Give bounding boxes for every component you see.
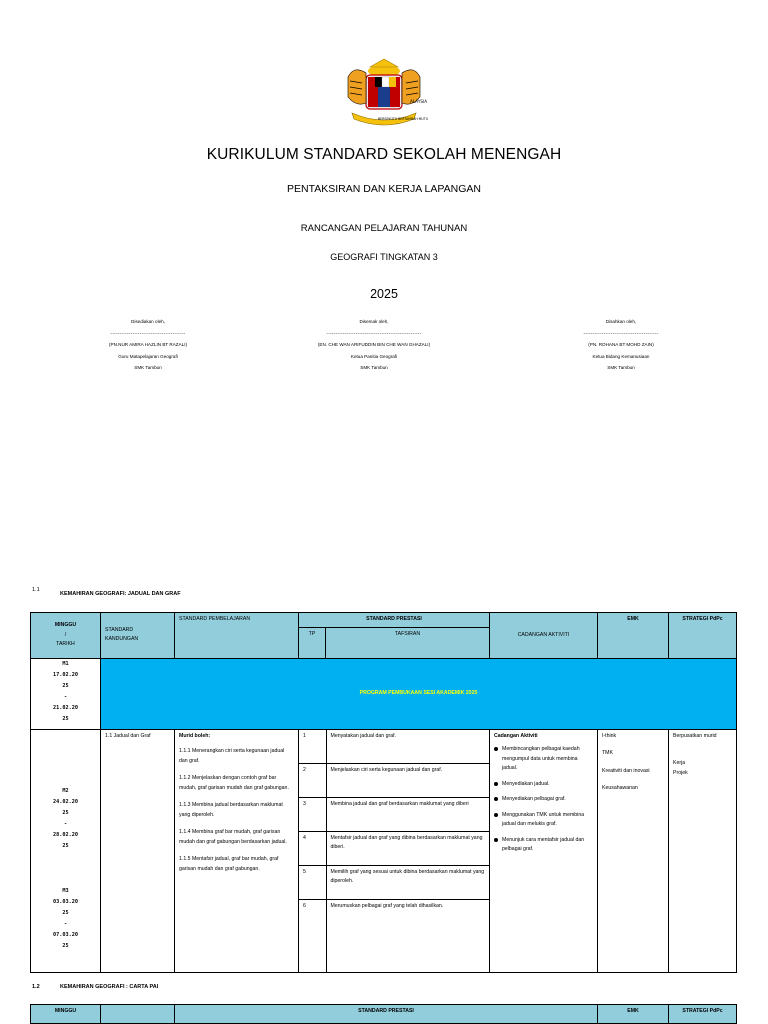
week-date: 07.03.20 [53, 931, 78, 938]
signature-block-prepared [48, 316, 248, 374]
header-text: KANDUNGAN [105, 636, 139, 643]
header-emk [598, 1005, 669, 1024]
week-date: 17.02.20 [53, 671, 78, 678]
aktiviti-item [494, 780, 593, 790]
header-text: MINGGU [54, 622, 77, 628]
header-cell [101, 1005, 175, 1024]
header-text: TP [308, 630, 316, 637]
tp-row [299, 899, 489, 972]
crest-icon [326, 57, 442, 129]
signature-block-approved [521, 316, 721, 374]
aktiviti-text: Menggunakan TMK untuk membina jadual dan melukis graf. [502, 811, 585, 827]
signature-position: Guru Matapelajaran Geografi [118, 353, 178, 359]
rpt-table-section-1 [30, 612, 737, 973]
aktiviti-item [494, 811, 593, 830]
signature-line: ---------------------------------------------------- [326, 330, 422, 336]
program-banner [101, 658, 737, 729]
header-text: STANDARD [105, 626, 134, 633]
week-date: 25 [62, 942, 69, 949]
week-date: 21.02.20 [53, 704, 78, 711]
emk-item: Keusahawanan [602, 785, 638, 791]
section-title: KEMAHIRAN GEOGRAFI : CARTA PAI [60, 984, 159, 990]
week-cell-m2-m3 [31, 729, 101, 972]
bullet-icon [494, 797, 498, 801]
year-title: 2025 [370, 287, 398, 301]
sp-item: 1.1.1 Menerangkan ciri serta kegunaan jadual dan graf. [179, 748, 285, 764]
header-text: / [64, 631, 67, 638]
signature-position: Ketua Bidang Kemanusiaan [592, 353, 650, 359]
signature-block-checked [274, 316, 474, 374]
header-text: TAFSIRAN [394, 630, 421, 637]
header-strategi [669, 1005, 737, 1024]
emk-cell [598, 729, 669, 972]
signature-position: Ketua Panitia Geografi [350, 353, 398, 359]
header-text: TARIKH [56, 641, 75, 647]
bullet-icon [494, 813, 498, 817]
week-cell-m1 [31, 658, 101, 729]
program-text: PROGRAM PEMBUKAAN SESI AKADEMIK 2025 [359, 689, 478, 696]
aktiviti-text: Membincangkan pelbagai kaedah mengumpul data untuk membina jadual. [502, 746, 580, 771]
crest-caption: ALAYSIA [410, 99, 428, 104]
strategi-cell [669, 729, 737, 972]
standard-prestasi-cell [299, 729, 490, 972]
signature-name: (PN. ROHANA BT MOHD ZAIN) [588, 342, 654, 347]
emk-item: Kreativiti dan inovasi [602, 767, 650, 774]
standard-pembelajaran-cell [175, 729, 299, 972]
header-text: EMK [627, 616, 639, 622]
plan-title: RANCANGAN PELAJARAN TAHUNAN [300, 223, 468, 234]
tp-desc: Mentafsir jadual dan graf yang dibina berdasarkan maklumat yang diberi. [326, 831, 489, 865]
header-cadangan-aktiviti [490, 613, 598, 659]
signature-name: (EN. CHE WAN ARIFUDDIN BIN CHE WAN GHAZALI) [317, 342, 431, 347]
week-date: - [63, 920, 68, 927]
bullet-icon [494, 747, 498, 751]
header-tp [299, 627, 326, 658]
tp-row [299, 797, 489, 831]
table-header-row [31, 613, 737, 628]
week-date: 24.02.20 [53, 798, 78, 805]
header-standard-prestasi [175, 1005, 598, 1024]
section-number: 1.2 [32, 984, 40, 990]
bullet-icon [494, 782, 498, 786]
week-date: 03.03.20 [53, 898, 78, 905]
document-title: KURIKULUM STANDARD SEKOLAH MENENGAH [206, 146, 562, 163]
header-minggu [31, 613, 101, 659]
tp-desc: Menyatakan jadual dan graf. [326, 730, 489, 764]
crest-motto: BERSEKUTU BERTAMBAH MUTU [378, 117, 429, 121]
emk-item: TMK [602, 750, 613, 756]
rpt-table-section-2 [30, 1004, 737, 1024]
strategi-item: Berpusatkan murid [673, 732, 717, 739]
week-date: 25 [62, 842, 69, 849]
emk-item: I-think [602, 732, 617, 739]
table-row-m2-m3 [31, 729, 737, 972]
jata-negara-crest [326, 57, 442, 129]
section-title: KEMAHIRAN GEOGRAFI: JADUAL DAN GRAF [60, 591, 181, 597]
week-date: 25 [62, 715, 69, 722]
header-tafsiran [326, 627, 490, 658]
aktiviti-text: Menyediakan jadual. [502, 780, 550, 787]
tp-desc: Merumuskan pelbagai graf yang telah dihasilkan. [326, 899, 489, 972]
tp-level: 6 [299, 899, 326, 972]
tp-desc: Menjelaskan ciri serta kegunaan jadual dan graf. [326, 763, 489, 797]
tp-row [299, 730, 489, 764]
subject-title: GEOGRAFI TINGKATAN 3 [330, 252, 438, 262]
header-standard-kandungan [101, 613, 175, 659]
document-subtitle: PENTAKSIRAN DAN KERJA LAPANGAN [287, 183, 481, 195]
aktiviti-title: Cadangan Aktiviti [494, 732, 538, 739]
tp-level: 4 [299, 831, 326, 865]
signature-school: SMK Tambun [134, 365, 162, 370]
header-text: STANDARD PRESTASI [358, 1008, 414, 1014]
week-date: 25 [62, 909, 69, 916]
header-text: CADANGAN AKTIVITI [517, 631, 570, 638]
tp-row [299, 865, 489, 899]
table-header-row [31, 1005, 737, 1024]
tp-level: 3 [299, 797, 326, 831]
week-date: - [63, 693, 68, 700]
header-text: EMK [627, 1008, 639, 1014]
section-number: 1.1 [32, 587, 40, 593]
week-date: - [63, 820, 68, 827]
header-minggu [31, 1005, 101, 1024]
tp-level: 2 [299, 763, 326, 797]
header-text: STRATEGI PdPc [682, 1008, 723, 1014]
signature-line: ----------------------------------------- [583, 330, 659, 336]
standard-kandungan-text: 1.1 Jadual dan Graf [105, 732, 151, 739]
signature-line: ----------------------------------------- [110, 330, 186, 336]
week-label: M3 [62, 887, 69, 894]
sp-item: 1.1.4 Membina graf bar mudah, graf garisan mudah dan graf gabungan berdasarkan jadual. [179, 829, 287, 845]
aktiviti-text: Menunjuk cara mentafsir jadual dan pelbagai graf. [502, 836, 585, 852]
strategi-item: Projek [673, 769, 688, 776]
header-text: STANDARD PRESTASI [366, 616, 422, 622]
tp-desc: Memilih graf yang sesuai untuk dibina berdasarkan maklumat yang diperoleh. [326, 865, 489, 899]
week-date: 25 [62, 809, 69, 816]
standard-kandungan-cell [101, 729, 175, 972]
cadangan-aktiviti-cell [490, 729, 598, 972]
header-emk [598, 613, 669, 659]
header-standard-prestasi [299, 613, 490, 628]
sp-item: 1.1.5 Mentafsir jadual, graf bar mudah, graf garisan mudah dan graf gabungan. [179, 856, 279, 872]
table-row-m1 [31, 658, 737, 729]
signature-name: (PN.NUR AMIRA HAZLIN BT RAZALI) [108, 342, 188, 347]
tp-row [299, 763, 489, 797]
header-text: STRATEGI PdPc [682, 616, 723, 622]
header-standard-pembelajaran [175, 613, 299, 659]
week-date: 28.02.20 [53, 831, 78, 838]
aktiviti-item [494, 745, 593, 774]
signature-school: SMK Tambun [360, 365, 388, 370]
tp-level: 5 [299, 865, 326, 899]
strategi-item: Kerja [673, 760, 686, 766]
tp-level: 1 [299, 730, 326, 764]
bullet-icon [494, 838, 498, 842]
week-label: M2 [62, 787, 69, 794]
tp-table [299, 730, 489, 972]
aktiviti-item [494, 836, 593, 855]
sp-item: 1.1.3 Membina jadual berdasarkan maklumat yang diperoleh. [179, 802, 283, 818]
week-label: M1 [62, 660, 69, 667]
signature-role: Disemak oleh, [359, 319, 389, 324]
tp-desc: Membina jadual dan graf berdasarkan maklumat yang diberi [326, 797, 489, 831]
signature-role: Disediakan oleh, [131, 319, 165, 324]
signature-role: Disahkan oleh, [605, 319, 637, 324]
aktiviti-text: Menyediakan pelbagai graf. [502, 796, 566, 802]
signature-school: SMK Tambun [607, 365, 635, 370]
header-text: STANDARD PEMBELAJARAN [179, 616, 251, 622]
sp-item: 1.1.2 Menjelaskan dengan contoh graf bar mudah, graf garisan mudah dan graf gabungan. [179, 775, 289, 791]
week-date: 25 [62, 682, 69, 689]
tp-row [299, 831, 489, 865]
header-text: MINGGU [54, 1008, 77, 1014]
murid-boleh-label: Murid boleh: [179, 732, 211, 739]
aktiviti-item [494, 795, 593, 805]
header-strategi [669, 613, 737, 659]
